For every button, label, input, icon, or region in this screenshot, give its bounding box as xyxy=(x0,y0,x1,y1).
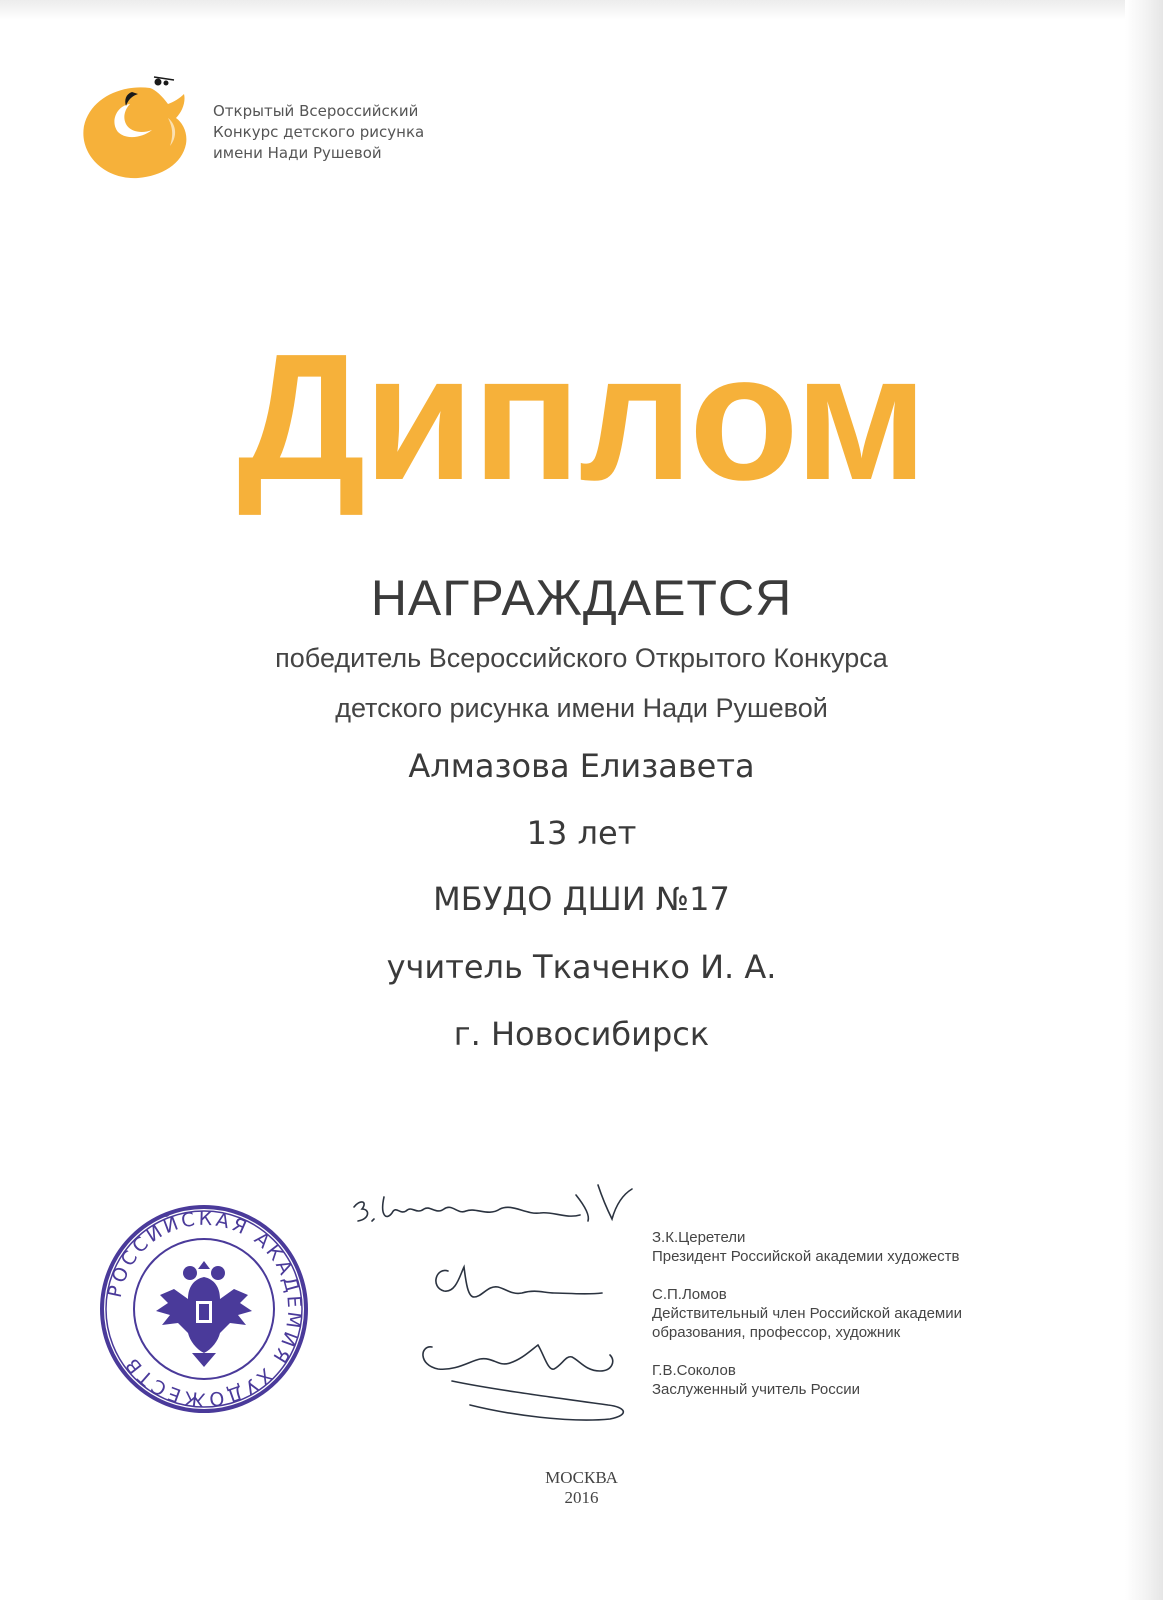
signer-title: Президент Российской академии художеств xyxy=(652,1248,960,1265)
diploma-title: Диплом xyxy=(237,317,926,518)
org-name-line: Конкурс детского рисунка xyxy=(213,123,425,141)
orange-bird-logo-icon xyxy=(82,74,194,184)
recipient-city: г. Новосибирск xyxy=(453,1015,710,1053)
description-line: детского рисунка имени Нади Рушевой xyxy=(335,693,828,723)
footer-year: 2016 xyxy=(564,1488,599,1507)
description-line: победитель Всероссийского Открытого Конкурса xyxy=(275,643,888,673)
scan-top-shadow xyxy=(0,0,1163,20)
org-name xyxy=(213,101,424,164)
double-headed-eagle-seal-icon xyxy=(98,1203,310,1415)
signer-title: Заслуженный учитель России xyxy=(652,1381,861,1398)
signer-name: С.П.Ломов xyxy=(652,1286,727,1303)
signer-title: образования, профессор, художник xyxy=(652,1324,901,1341)
recipient-name: Алмазова Елизавета xyxy=(408,747,755,785)
signer-title: Действительный член Российской академии xyxy=(652,1305,962,1322)
org-name-line: имени Нади Рушевой xyxy=(213,144,382,162)
signer xyxy=(652,1285,962,1342)
seal-text: РОССИЙСКАЯ АКАДЕМИЯ ХУДОЖЕСТВ xyxy=(103,1207,306,1411)
recipient-age: 13 лет xyxy=(526,814,637,852)
scan-edge-shadow xyxy=(1125,0,1163,1600)
org-name-line: Открытый Всероссийский xyxy=(213,102,419,120)
signers-list xyxy=(652,1228,962,1418)
recipient-school: МБУДО ДШИ №17 xyxy=(433,880,730,918)
signer xyxy=(652,1228,962,1266)
awarded-heading: НАГРАЖДАЕТСЯ xyxy=(370,570,793,626)
signer xyxy=(652,1361,962,1399)
handwritten-signatures-icon xyxy=(340,1175,640,1435)
signer-name: З.К.Церетели xyxy=(652,1229,746,1246)
footer-city: МОСКВА xyxy=(545,1468,618,1487)
signer-name: Г.В.Соколов xyxy=(652,1362,736,1379)
recipient-teacher: учитель Ткаченко И. А. xyxy=(386,948,777,986)
